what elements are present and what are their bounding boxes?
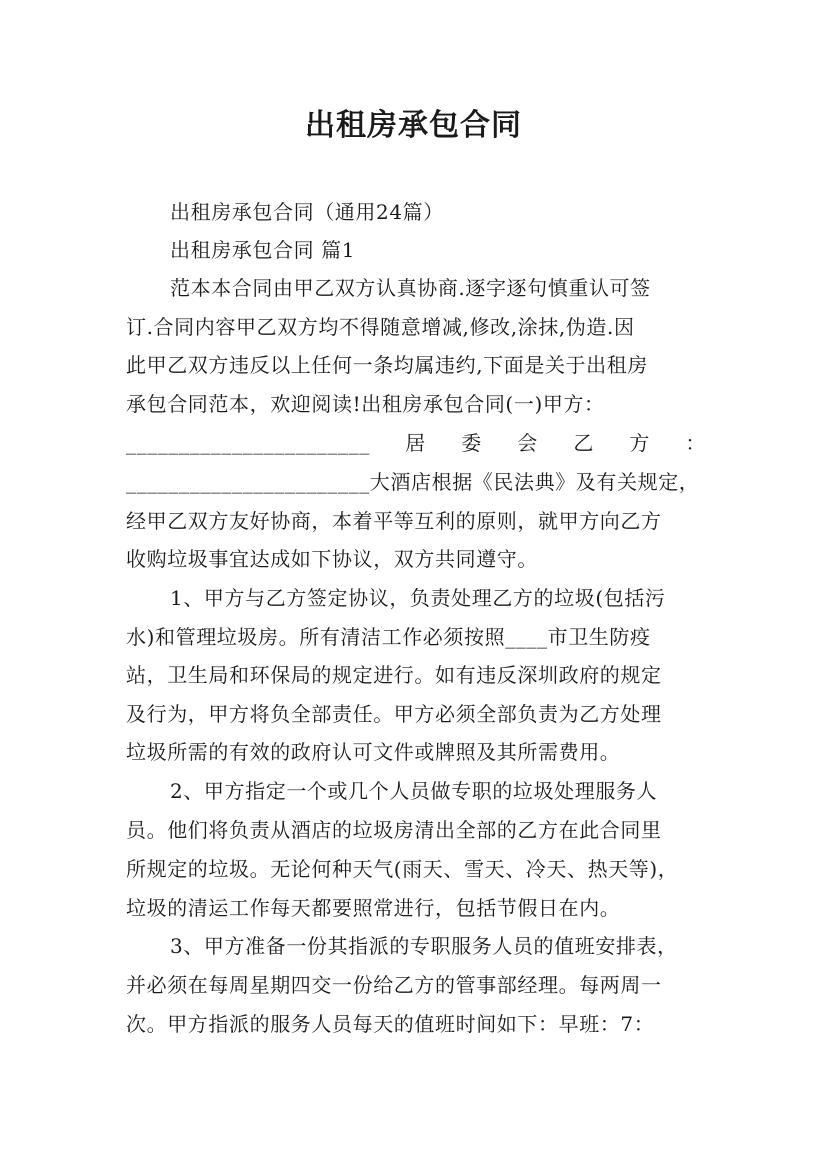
document-title: 出租房承包合同 [305, 108, 522, 143]
paragraph-line: 3、甲方准备一份其指派的专职服务人员的值班安排表， [170, 934, 678, 958]
paragraph-line: 此甲乙双方违反以上任何一条均属违约,下面是关于出租房 [126, 353, 648, 377]
spread-char: 方 [629, 431, 650, 455]
paragraph-line: 并必须在每周星期四交一份给乙方的管事部经理。每两周一 [126, 973, 662, 997]
paragraph-line: 订.合同内容甲乙双方均不得随意增减,修改,涂抹,伪造.因 [126, 315, 635, 339]
paragraph-line: 2、甲方指定一个或几个人员做专职的垃圾处理服务人 [170, 779, 658, 803]
party-line [126, 429, 706, 457]
paragraph-line: 垃圾所需的有效的政府认可文件或牌照及其所需费用。 [126, 740, 621, 764]
paragraph-line: 站，卫生局和环保局的规定进行。如有违反深圳政府的规定 [126, 663, 662, 687]
spread-char: 居 [405, 431, 426, 455]
paragraph-line: 及行为，甲方将负全部责任。甲方必须全部负责为乙方处理 [126, 702, 662, 726]
subtitle: 出租房承包合同（通用24篇） [170, 200, 444, 224]
paragraph-line: _______________________大酒店根据《民法典》及有关规定， [126, 470, 700, 494]
paragraph-line: 收购垃圾事宜达成如下协议，双方共同遵守。 [126, 547, 538, 571]
paragraph-line: 所规定的垃圾。无论何种天气(雨天、雪天、冷天、热天等)， [126, 857, 679, 881]
section-heading: 出租房承包合同 篇1 [170, 238, 356, 262]
paragraph-line: 垃圾的清运工作每天都要照常进行，包括节假日在内。 [126, 896, 621, 920]
spread-char: 委 [461, 431, 482, 455]
paragraph-line: 次。甲方指派的服务人员每天的值班时间如下：早班：7： [126, 1012, 655, 1036]
paragraph-line: 员。他们将负责从酒店的垃圾房清出全部的乙方在此合同里 [126, 818, 662, 842]
spread-char: ： [685, 431, 706, 455]
blank-field: _______________________ [126, 431, 370, 455]
paragraph-line: 承包合同范本，欢迎阅读!出租房承包合同(一)甲方： [126, 392, 605, 416]
paragraph-line: 经甲乙双方友好协商，本着平等互利的原则，就甲方向乙方 [126, 509, 662, 533]
spread-char: 乙 [573, 431, 594, 455]
spread-char: 会 [517, 431, 538, 455]
paragraph-line: 水)和管理垃圾房。所有清洁工作必须按照____市卫生防疫 [126, 625, 651, 649]
paragraph-line: 范本本合同由甲乙双方认真协商.逐字逐句慎重认可签 [170, 276, 651, 300]
paragraph-line: 1、甲方与乙方签定协议，负责处理乙方的垃圾(包括污 [170, 586, 666, 610]
